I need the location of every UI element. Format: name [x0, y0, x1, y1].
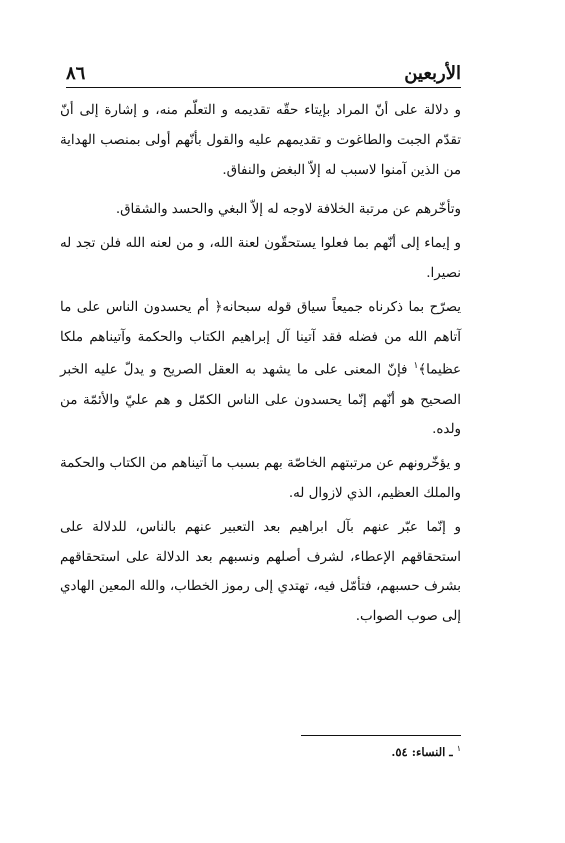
page-number: ٨٦ — [66, 63, 86, 84]
paragraph: وتأخّرهم عن مرتبة الخلافة لاوجه له إلاّ البغي والحسد والشقاق. — [115, 202, 461, 218]
footnote-rule — [301, 735, 461, 736]
page-header — [66, 58, 461, 84]
paragraph-with-footnote — [60, 293, 461, 445]
paragraph: و دلالة على أنّ المراد بإيتاء حقّه تقديمه و التعلّم منه، و إشارة إلى أنّ تقدّم الجبت والطاغوت و تقديمهم عليه والقول بأنّهم أولى بمنصب الهداية من الذين آمنوا لاسبب له إلاّ البغض والنفاق. — [60, 103, 461, 178]
body-text — [60, 96, 461, 636]
quran-citation: يصرّح بما ذكرناه جميعاً سياق قوله سبحانه﴿ أم يحسدون الناس على ما آتاهم الله من فضله فقد آتينا آل إبراهيم الكتاب والحكمة وآتيناهم ملكا عظيما﴾ — [60, 299, 461, 378]
footnote-text: ـ النساء: ٥٤. — [391, 744, 453, 759]
paragraph: و إيماء إلى أنّهم بما فعلوا يستحقّون لعنة الله، و من لعنه الله فلن تجد له نصيرا. — [60, 236, 461, 281]
footnote-reference: ١ — [413, 361, 419, 372]
paragraph-continuation: فإنّ المعنى على ما يشهد به العقل الصريح و يدلّ عليه الخبر الصحيح هو أنّهم إنّما يحسدون على الناس الكمّل و هم عليّ والأئمّة من ولده. — [60, 362, 461, 438]
running-title: الأربعين — [404, 63, 461, 84]
footnote — [391, 744, 461, 759]
footnote-marker: ١ — [456, 744, 461, 753]
header-rule — [66, 87, 461, 88]
paragraph: و إنّما عبّر عنهم بآل ابراهيم بعد التعبير عنهم بالناس، للدلالة على استحقاقهم الإعطاء، لشرف أصلهم ونسبهم بعد الدلالة على استحقاقهم بشرف حسبهم، فتأمّل فيه، تهتدي إلى رموز الخطاب، والله المعين الهادي إلى صوب الصواب. — [60, 519, 461, 625]
paragraph: و يؤخّرونهم عن مرتبتهم الخاصّة بهم بسبب ما آتيناهم من الكتاب والحكمة والملك العظيم، الذي لازوال له. — [60, 456, 461, 502]
